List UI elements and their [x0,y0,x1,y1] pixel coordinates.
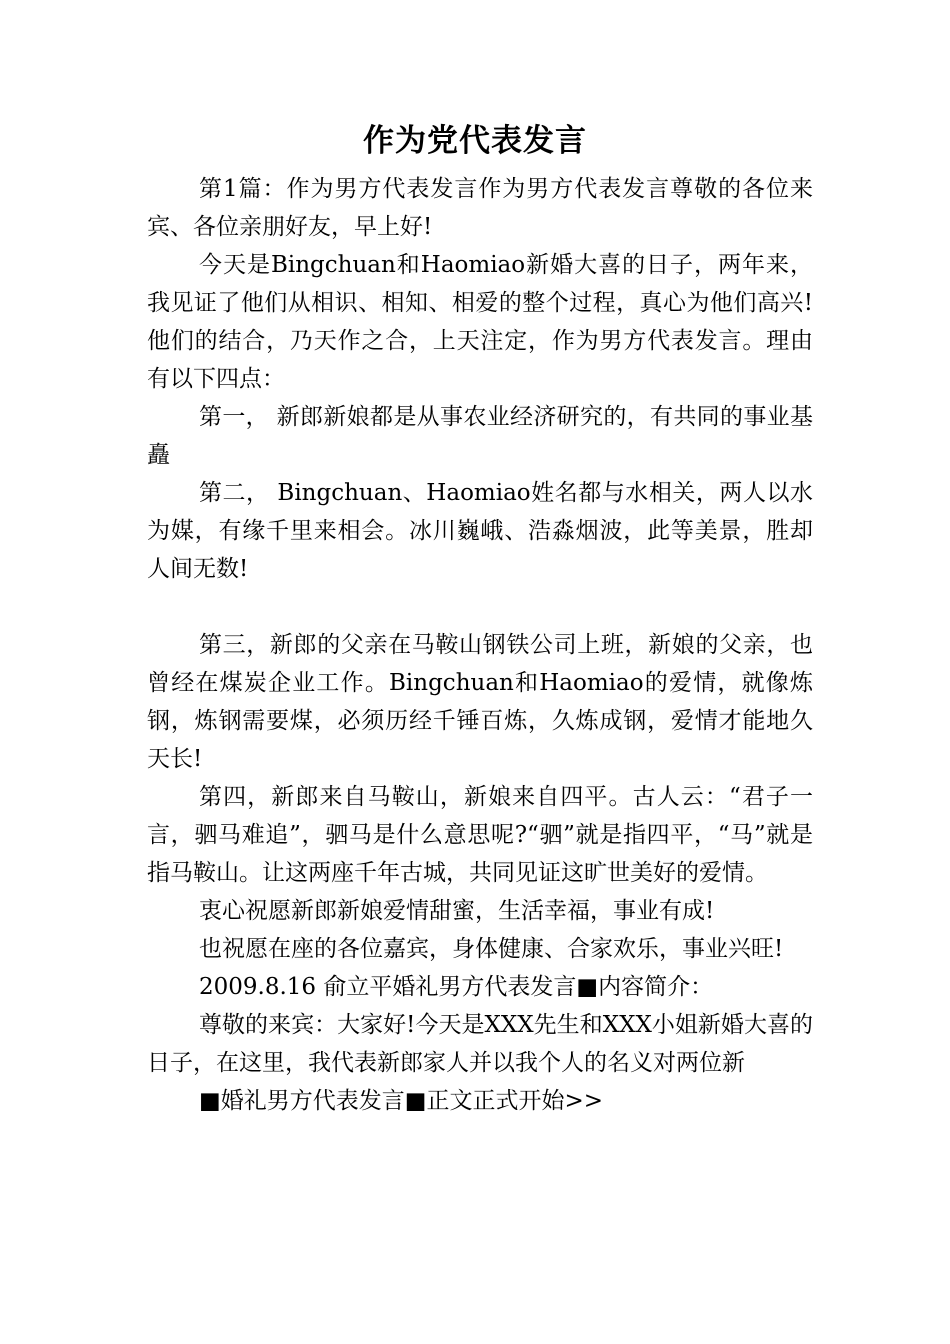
paragraph-main-text-start: ■婚礼男方代表发言■正文正式开始>> [199,1088,604,1114]
paragraph-third-reason: 第三，新郎的父亲在马鞍山钢铁公司上班，新娘的父亲，也曾经在煤炭企业工作。Bingchuan和Haomiao的爱情，就像炼钢，炼钢需要煤，必须历经千锤百炼，久炼成钢，爱情才能地久天长! [147,632,813,772]
paragraph-intro: 第1篇：作为男方代表发言作为男方代表发言尊敬的各位来宾、各位亲朋好友，早上好! [147,176,813,240]
document-title: 作为党代表发言 [363,123,587,159]
paragraph-second-reason: 第二， Bingchuan、Haomiao姓名都与水相关，两人以水为媒，有缘千里来相会。冰川巍峨、浩淼烟波，此等美景，胜却人间无数! [147,480,813,582]
paragraph-fourth-reason: 第四，新郎来自马鞍山，新娘来自四平。古人云：“君子一言，驷马难追”，驷马是什么意思呢?“驷”就是指四平，“马”就是指马鞍山。让这两座千年古城，共同见证这旷世美好的爱情。 [147,784,813,886]
paragraph-greeting: 尊敬的来宾：大家好!今天是XXX先生和XXX小姐新婚大喜的日子，在这里，我代表新郎家人并以我个人的名义对两位新 [147,1012,813,1076]
paragraph-wish-guests: 也祝愿在座的各位嘉宾，身体健康、合家欢乐，事业兴旺! [199,936,784,962]
document-body [147,170,813,1120]
paragraph-first-reason: 第一， 新郎新娘都是从事农业经济研究的，有共同的事业基矗 [147,404,813,468]
paragraph-wish-couple: 衷心祝愿新郎新娘爱情甜蜜，生活幸福，事业有成! [199,898,715,924]
paragraph-date-summary: 2009.8.16 俞立平婚礼男方代表发言■内容简介： [199,974,714,1000]
blank-line [147,588,813,626]
paragraph-today: 今天是Bingchuan和Haomiao新婚大喜的日子，两年来，我见证了他们从相识、相知、相爱的整个过程，真心为他们高兴!他们的结合，乃天作之合，上天注定，作为男方代表发言。理由有以下四点： [147,252,813,392]
